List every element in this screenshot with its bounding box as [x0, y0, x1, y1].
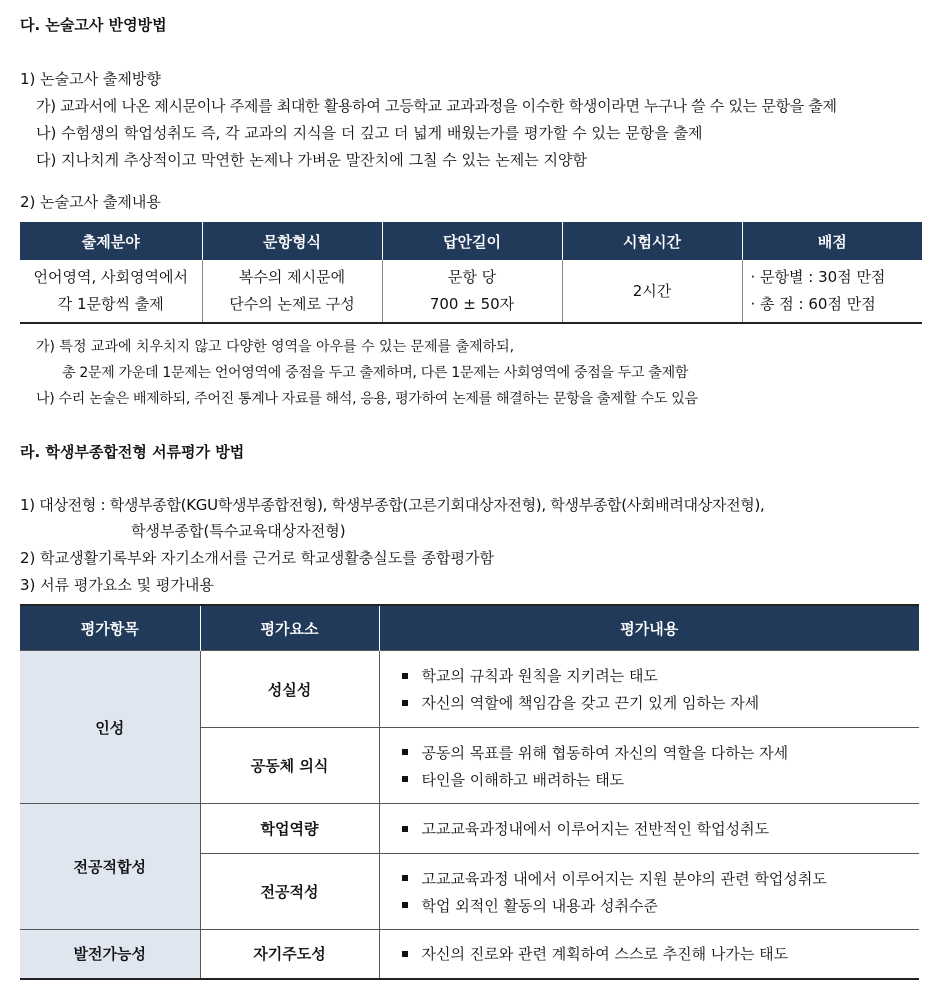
- col-header-time: 시험시간: [562, 222, 742, 260]
- bullet-icon: [402, 749, 408, 755]
- section-heading-d: 다. 논술고사 반영방법: [20, 16, 167, 34]
- format-line-1: 복수의 제시문에: [238, 268, 346, 286]
- format-line-2: 단수의 논제로 구성: [229, 295, 355, 313]
- essay-table: [20, 222, 922, 324]
- length-line-2: 700 ± 50자: [429, 295, 515, 313]
- table-row: [20, 930, 919, 979]
- col-header-format: 문항형식: [202, 222, 382, 260]
- content-text: 학교의 규칙과 원칙을 지키려는 태도: [421, 667, 658, 685]
- list-item: [402, 865, 920, 892]
- content-text: 공동의 목표를 위해 협동하여 자신의 역할을 다하는 자세: [421, 743, 789, 762]
- table-row: [20, 804, 919, 854]
- cell-field: [20, 260, 202, 323]
- content-text: 고교교육과정내에서 이루어지는 전반적인 학업성취도: [421, 820, 770, 838]
- bullet-icon: [402, 875, 408, 881]
- col-header-element: 평가요소: [200, 605, 379, 651]
- category-major-fit: 전공적합성: [20, 804, 200, 930]
- cell-format: [202, 260, 382, 323]
- essay-direction-title: 1) 논술고사 출제방향: [20, 70, 161, 88]
- target-admission-line2: 학생부종합(특수교육대상자전형): [131, 522, 346, 540]
- section-heading-r: 라. 학생부종합전형 서류평가 방법: [20, 443, 245, 461]
- essay-direction-a: 가) 교과서에 나온 제시문이나 주제를 최대한 활용하여 고등학교 교과과정을 이수한 학생이라면 누구나 쓸 수 있는 문항을 출제: [36, 97, 837, 115]
- cell-time: 2시간: [562, 260, 742, 323]
- content-text: 자신의 역할에 책임감을 갖고 끈기 있게 임하는 자세: [421, 694, 760, 712]
- list-item: [402, 662, 920, 689]
- field-line-2: 각 1문항씩 출제: [57, 295, 164, 313]
- content-sincerity: [379, 651, 919, 728]
- content-community: [379, 728, 919, 804]
- evaluation-elements-title: 3) 서류 평가요소 및 평가내용: [20, 576, 214, 594]
- list-item: [402, 940, 920, 967]
- element-aptitude: 전공적성: [200, 854, 379, 930]
- element-self-directed: 자기주도성: [200, 930, 379, 979]
- table-row: [20, 260, 922, 323]
- score-line-1: · 문항별 : 30점 만점: [750, 268, 886, 286]
- score-line-2: · 총 점 : 60점 만점: [750, 295, 876, 313]
- eval-table-header: [20, 605, 919, 651]
- bullet-icon: [402, 826, 408, 832]
- bullet-icon: [402, 776, 408, 782]
- col-header-field: 출제분야: [20, 222, 202, 260]
- essay-direction-c: 다) 지나치게 추상적이고 막연한 논제나 가벼운 말잔치에 그칠 수 있는 논제는 지양함: [36, 151, 587, 169]
- essay-table-header: [20, 222, 922, 260]
- essay-note-b: 나) 수리 논술은 배제하되, 주어진 통계나 자료를 해석, 응용, 평가하여 논제를 해결하는 문항을 출제할 수도 있음: [36, 391, 698, 407]
- cell-length: [382, 260, 562, 323]
- list-item: [402, 689, 920, 716]
- list-item: [402, 815, 920, 842]
- category-character: 인성: [20, 651, 200, 804]
- col-header-content: 평가내용: [379, 605, 919, 651]
- document-evaluation-table: [20, 604, 919, 980]
- essay-content-title: 2) 논술고사 출제내용: [20, 193, 161, 211]
- table-row: [20, 651, 919, 728]
- content-text: 고교교육과정 내에서 이루어지는 지원 분야의 관련 학업성취도: [421, 869, 827, 888]
- bullet-icon: [402, 673, 408, 679]
- evaluation-basis: 2) 학교생활기록부와 자기소개서를 근거로 학교생활충실도를 종합평가함: [20, 549, 494, 567]
- content-text: 타인을 이해하고 배려하는 태도: [421, 770, 625, 789]
- content-aptitude: [379, 854, 919, 930]
- list-item: [402, 766, 920, 793]
- length-line-1: 문항 당: [447, 268, 497, 286]
- element-academic: 학업역량: [200, 804, 379, 854]
- col-header-length: 답안길이: [382, 222, 562, 260]
- essay-note-a1: 가) 특정 교과에 치우치지 않고 다양한 영역을 아우를 수 있는 문제를 출제하되,: [36, 339, 515, 355]
- essay-note-a2: 총 2문제 가운데 1문제는 언어영역에 중점을 두고 출제하며, 다른 1문제는 사회영역에 중점을 두고 출제함: [62, 365, 689, 381]
- content-text: 학업 외적인 활동의 내용과 성취수준: [421, 896, 658, 915]
- list-item: [402, 739, 920, 766]
- content-self-directed: [379, 930, 919, 979]
- bullet-icon: [402, 951, 408, 957]
- element-sincerity: 성실성: [200, 651, 379, 728]
- target-admission-line1: 1) 대상전형 : 학생부종합(KGU학생부종합전형), 학생부종합(고른기회대상자전형), 학생부종합(사회배려대상자전형),: [20, 496, 765, 514]
- list-item: [402, 892, 920, 919]
- col-header-category: 평가항목: [20, 605, 200, 651]
- col-header-score: 배점: [742, 222, 922, 260]
- field-line-1: 언어영역, 사회영역에서: [33, 268, 188, 286]
- bullet-icon: [402, 902, 408, 908]
- cell-score: [742, 260, 922, 323]
- bullet-icon: [402, 700, 408, 706]
- category-potential: 발전가능성: [20, 930, 200, 979]
- content-academic: [379, 804, 919, 854]
- element-community: 공동체 의식: [200, 728, 379, 804]
- content-text: 자신의 진로와 관련 계획하여 스스로 추진해 나가는 태도: [421, 945, 789, 964]
- essay-direction-b: 나) 수험생의 학업성취도 즉, 각 교과의 지식을 더 깊고 더 넓게 배웠는가를 평가할 수 있는 문항을 출제: [36, 124, 703, 142]
